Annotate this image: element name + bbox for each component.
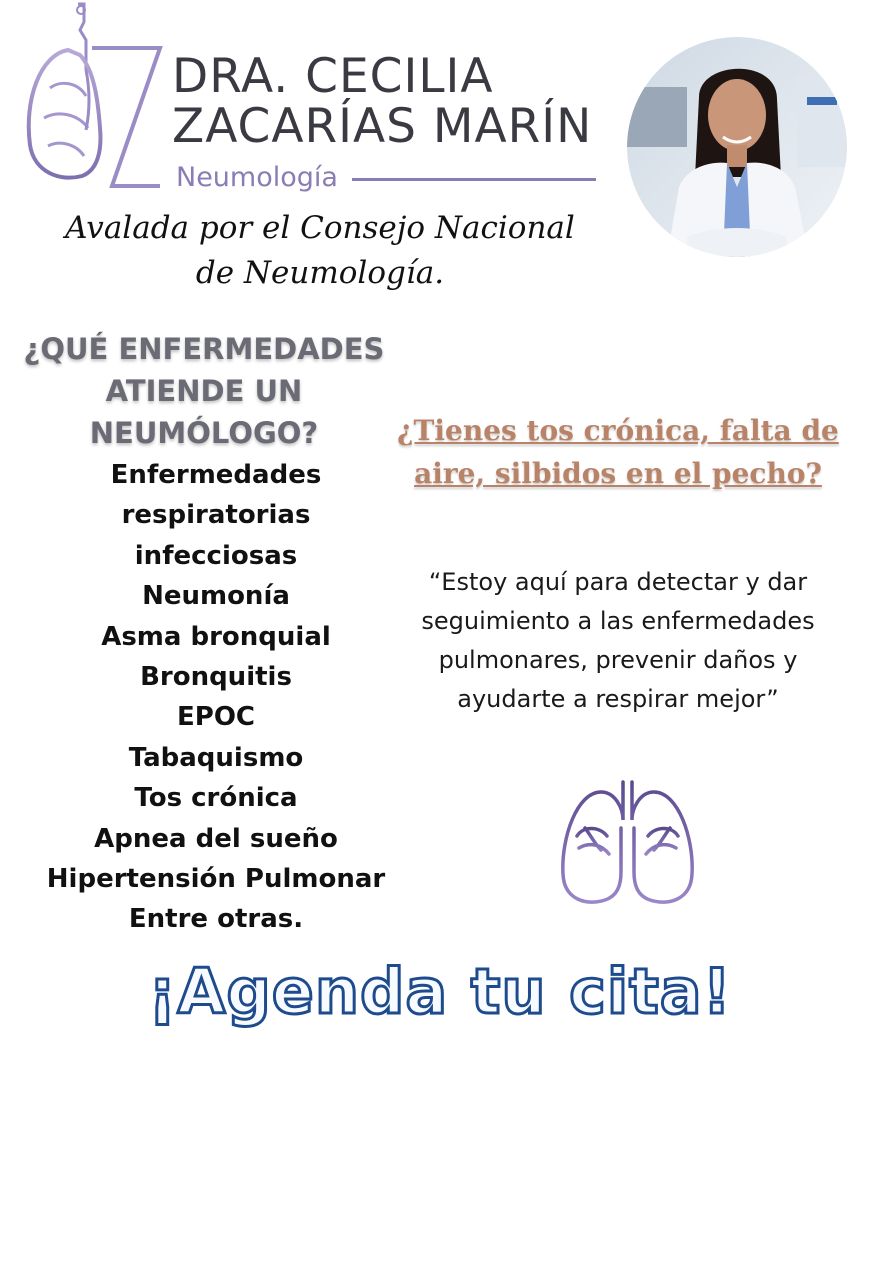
specialty-row [176, 160, 596, 194]
lungs-stethoscope-logo-icon [20, 0, 170, 195]
list-item: Tos crónica [134, 783, 298, 814]
list-item: Entre otras. [128, 904, 304, 935]
list-item: respiratorias [121, 500, 311, 531]
list-item: Bronquitis [140, 662, 292, 693]
lungs-icon [555, 778, 700, 913]
list-item: Tabaquismo [128, 742, 304, 773]
list-item: Apnea del sueño [94, 823, 338, 854]
list-item: EPOC [177, 702, 255, 733]
doctor-name-line2: ZACARÍAS MARÍN [172, 99, 593, 154]
specialty-label: Neumología [176, 161, 338, 193]
list-item: Asma bronquial [101, 621, 331, 652]
endorsement-text: Avalada por el Consejo Nacional de Neumología. [65, 210, 575, 291]
doctor-quote: “Estoy aquí para detectar y dar seguimiento a las enfermedades pulmonares, prevenir daños y ayudarte a respirar mejor” [421, 568, 815, 713]
doctor-portrait [627, 37, 847, 257]
list-item: Enfermedades [110, 460, 322, 490]
list-item: Hipertensión Pulmonar [46, 864, 386, 895]
symptoms-question: ¿Tienes tos crónica, falta de aire, silbidos en el pecho? [397, 414, 839, 490]
diseases-heading: ¿QUÉ ENFERMEDADES ATIENDE UN NEUMÓLOGO? [23, 332, 385, 450]
list-item: infecciosas [134, 540, 298, 571]
book-appointment-cta: ¡Agenda tu cita! [148, 955, 732, 1028]
diseases-list [16, 455, 416, 940]
doctor-name [172, 49, 602, 154]
list-item: Neumonía [142, 581, 290, 612]
specialty-divider [352, 178, 596, 181]
doctor-name-line1: DRA. CECILIA [172, 49, 494, 104]
